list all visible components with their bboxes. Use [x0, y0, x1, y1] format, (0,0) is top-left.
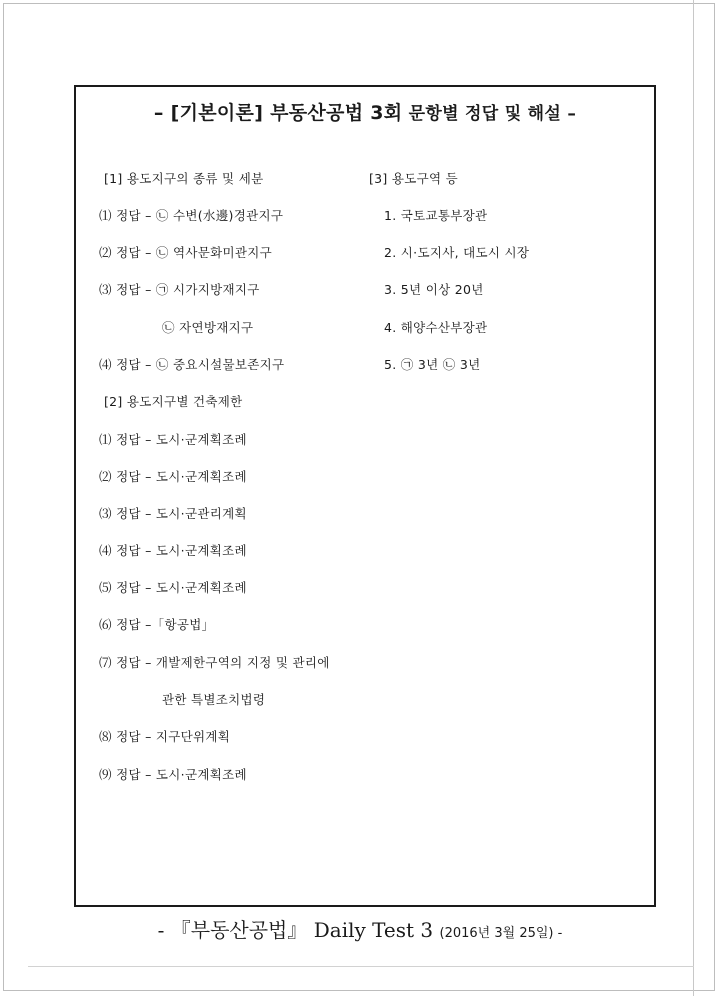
bottom-divider: [28, 966, 694, 967]
footer-date: (2016년 3월 25일) -: [439, 926, 563, 941]
answer-line: ⑶ 정답 – ㉠ 시가지방재지구: [99, 282, 260, 297]
answer-line: 4. 해양수산부장관: [384, 320, 488, 335]
answer-line: ⑺ 정답 – 개발제한구역의 지정 및 관리에: [99, 655, 330, 670]
answer-line-continued: ㉡ 자연방재지구: [162, 320, 254, 335]
answer-line: 3. 5년 이상 20년: [384, 282, 484, 297]
answer-line: ⑷ 정답 – 도시·군계획조례: [99, 543, 247, 558]
answer-line: ⑻ 정답 – 지구단위계획: [99, 729, 231, 744]
answer-line-continued: 관한 특별조치법령: [162, 692, 266, 707]
answer-line: 5. ㉠ 3년 ㉡ 3년: [384, 357, 481, 372]
answer-line: ⑴ 정답 – ㉡ 수변(水邊)경관지구: [99, 208, 284, 223]
answer-line: ⑴ 정답 – 도시·군계획조례: [99, 432, 247, 447]
title-main: – [기본이론] 부동산공법 3회: [153, 102, 403, 124]
answer-line: ⑶ 정답 – 도시·군관리계획: [99, 506, 247, 521]
section-1-heading: [1] 용도지구의 종류 및 세분: [104, 171, 264, 186]
footer-title: - 『부동산공법』 Daily Test 3: [157, 918, 434, 942]
answer-line: ⑵ 정답 – ㉡ 역사문화미관지구: [99, 245, 272, 260]
answer-line: 2. 시·도지사, 대도시 시장: [384, 245, 530, 260]
answer-line: ⑵ 정답 – 도시·군계획조례: [99, 469, 247, 484]
answer-line: ⑷ 정답 – ㉡ 중요시설물보존지구: [99, 357, 285, 372]
section-2-heading: [2] 용도지구별 건축제한: [104, 394, 243, 409]
answer-line: 1. 국토교통부장관: [384, 208, 488, 223]
title-sub: 문항별 정답 및 해설 –: [408, 104, 577, 124]
answer-line: ⑼ 정답 – 도시·군계획조례: [99, 767, 247, 782]
page-fold-line: [693, 0, 694, 996]
answer-line: ⑸ 정답 – 도시·군계획조례: [99, 580, 247, 595]
section-3-heading: [3] 용도구역 등: [369, 171, 459, 186]
page-title: [74, 98, 656, 125]
page-footer: [0, 914, 720, 943]
answer-line: ⑹ 정답 –「항공법」: [99, 617, 215, 632]
